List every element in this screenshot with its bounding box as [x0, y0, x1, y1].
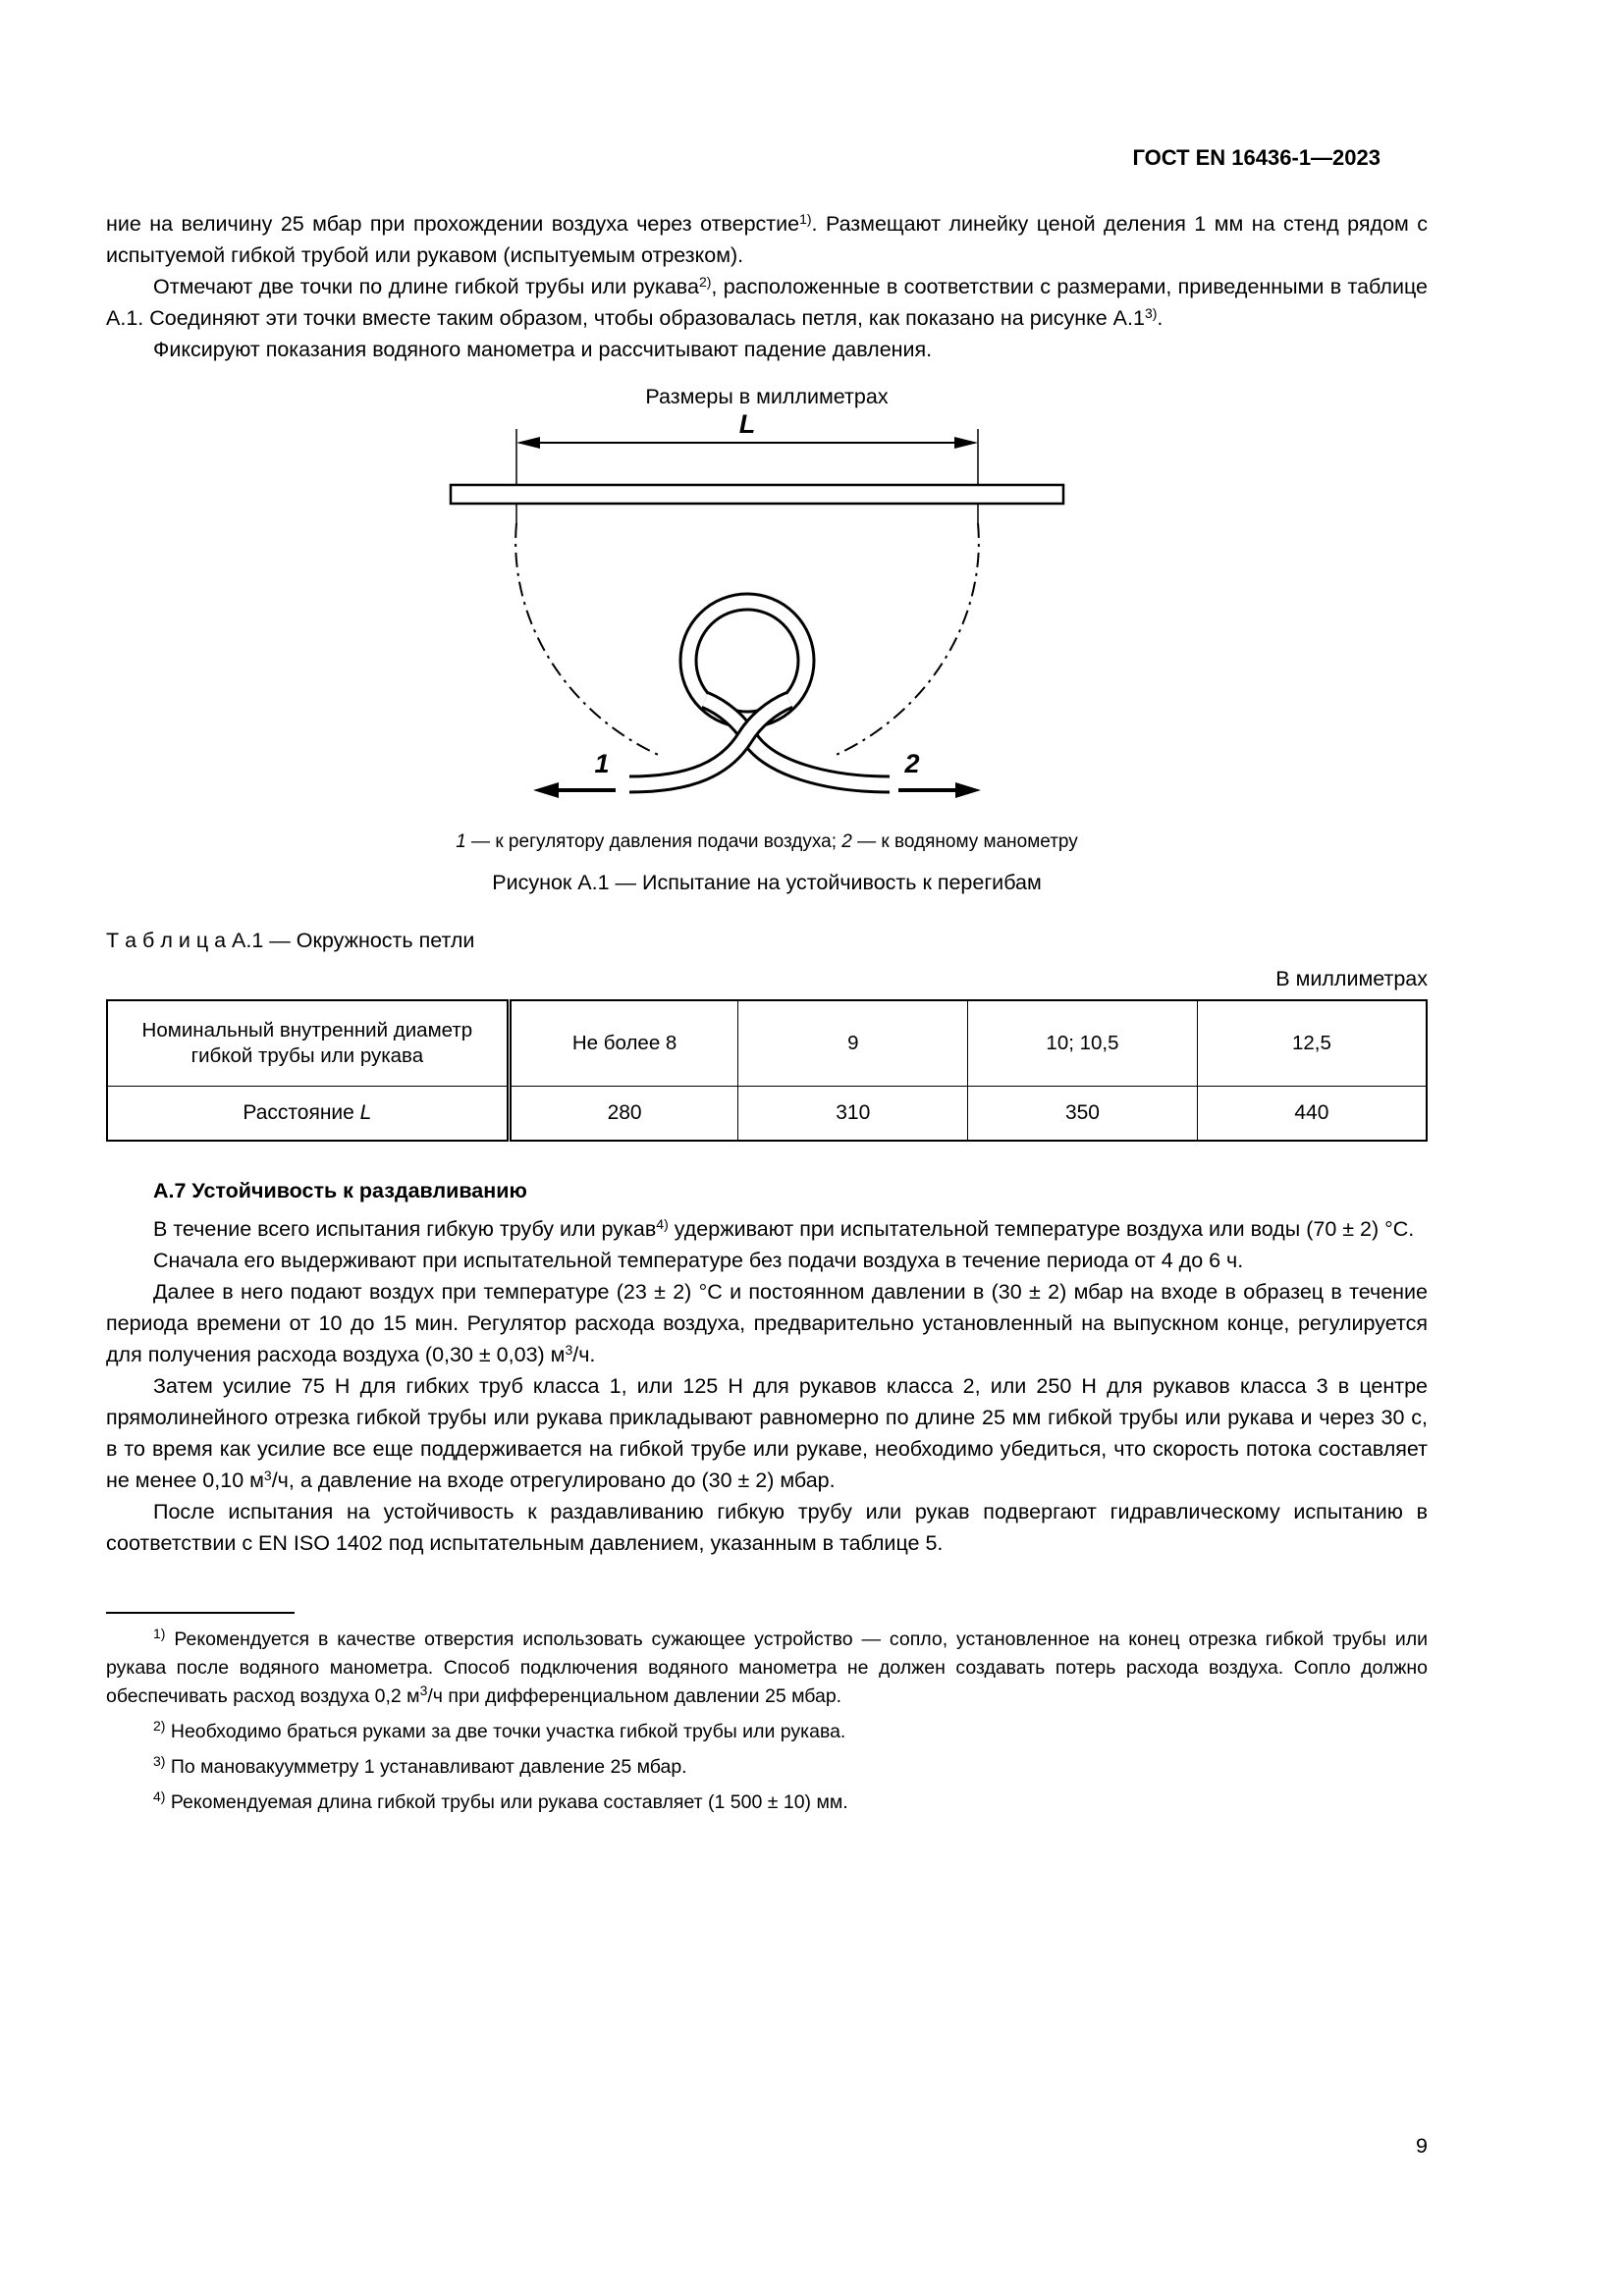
text-run: В течение всего испытания гибкую трубу или рукав	[153, 1217, 657, 1241]
table-header-cell: 12,5	[1197, 1000, 1427, 1087]
doc-code: ГОСТ EN 16436-1—2023	[1132, 145, 1380, 170]
table-cell: 350	[968, 1087, 1198, 1142]
footnote-marker: 4)	[153, 1789, 166, 1804]
figure-units-note: Размеры в миллиметрах	[645, 385, 889, 408]
paragraph	[106, 1276, 1428, 1370]
text-run: , расположенные в соответствии с размерами, приведенными в таблице А.1. Соединяют эти точки вместе таким образом, чтобы образовалась петля, как показано на рисунке А.1	[106, 275, 1428, 330]
table-row-label	[107, 1087, 509, 1142]
text-run: Рекомендуется в качестве отверстия использовать сужающее устройство — сопло, установленное на конец отрезка гибкой трубы или рукава после водяного манометра. Способ подключения водяного манометра не должен создавать потерь расхода воздуха. Сопло должно обеспечивать расход воздуха 0,2 м	[106, 1629, 1428, 1707]
paragraph: Сначала его выдерживают при испытательной температуре без подачи воздуха в течение периода от 4 до 6 ч.	[153, 1249, 1244, 1272]
arrow-1-head-icon	[533, 782, 559, 798]
table-cell: 310	[738, 1087, 968, 1142]
footnote-ref-3: 3)	[1144, 305, 1158, 321]
bend-arc-right	[832, 523, 979, 757]
text-run: По мановакуумметру 1 устанавливают давление 25 мбар.	[165, 1756, 687, 1778]
table-a1	[106, 999, 1428, 1142]
figure-a1-diagram	[443, 413, 1091, 826]
table-header-cell: 9	[738, 1000, 968, 1087]
section-heading-a7: А.7 Устойчивость к раздавливанию	[153, 1179, 527, 1202]
table-header-cell: Номинальный внутренний диаметр гибкой трубы или рукава	[107, 1000, 509, 1087]
text-run: /ч при дифференциальном давлении 25 мбар.	[427, 1685, 842, 1707]
legend-num-1: 1	[456, 831, 466, 852]
footnote-2	[106, 1718, 1428, 1746]
paragraph: Фиксируют показания водяного манометра и рассчитывают падение давления.	[153, 338, 933, 361]
paragraph	[106, 271, 1428, 334]
arrow-2-head-icon	[955, 782, 981, 798]
footnote-ref-1: 1)	[799, 211, 812, 227]
legend-num-2: 2	[841, 831, 852, 852]
page-number: 9	[1416, 2134, 1428, 2158]
text-run-italic: L	[359, 1101, 372, 1124]
text-run: Расстояние	[243, 1101, 360, 1124]
table-header-row	[107, 1000, 1427, 1087]
table-title: Т а б л и ц а А.1 — Окружность петли	[106, 929, 475, 952]
footnote-marker: 3)	[153, 1753, 166, 1769]
text-run: Необходимо браться руками за две точки участка гибкой трубы или рукава.	[165, 1721, 846, 1742]
table-cell: 440	[1197, 1087, 1427, 1142]
table-units-note: В миллиметрах	[1275, 967, 1428, 990]
text-run: Далее в него подают воздух при температуре (23 ± 2) °С и постоянном давлении в (30 ± 2) мбар на входе в образец в течение периода времени от 10 до 15 мин. Регулятор расхода воздуха, предварительно установленный на выпускном конце, регулируется для получения расхода воздуха (0,30 ± 0,03) м	[106, 1280, 1428, 1366]
superscript-3: 3	[263, 1468, 272, 1483]
figure-legend	[106, 831, 1428, 853]
bend-arc-left	[515, 523, 663, 757]
table-cell: 280	[509, 1087, 738, 1142]
footnote-marker: 1)	[153, 1626, 166, 1641]
text-run: Рекомендуемая длина гибкой трубы или рукава составляет (1 500 ± 10) мм.	[165, 1791, 848, 1813]
paragraph-continuation	[106, 208, 1428, 271]
footnote-marker: 2)	[153, 1718, 166, 1734]
doc-header	[106, 145, 1380, 171]
text-run: удерживают при испытательной температуре воздуха или воды (70 ± 2) °С.	[668, 1217, 1415, 1241]
text-run: . Размещают линейку ценой деления 1 мм на стенд рядом с испытуемой гибкой трубой или рукавом (испытуемым отрезком).	[106, 212, 1428, 267]
dim-arrowhead-left-icon	[516, 437, 540, 449]
superscript-3: 3	[419, 1682, 428, 1698]
footnote-separator	[106, 1612, 295, 1614]
footnote-ref-2: 2)	[698, 274, 712, 290]
text-run: Отмечают две точки по длине гибкой трубы или рукава	[153, 275, 699, 298]
table-row	[107, 1087, 1427, 1142]
table-header-cell: Не более 8	[509, 1000, 738, 1087]
table-header-cell: 10; 10,5	[968, 1000, 1198, 1087]
figure-caption: Рисунок А.1 — Испытание на устойчивость к перегибам	[492, 871, 1042, 894]
text-run: /ч, а давление на входе отрегулировано до (30 ± 2) мбар.	[271, 1468, 836, 1492]
text-run: .	[1157, 306, 1164, 330]
superscript-3: 3	[565, 1342, 573, 1358]
figure-block	[106, 385, 1428, 895]
footnotes-block	[106, 1612, 1428, 1817]
arrow-1-label: 1	[594, 749, 610, 778]
arrow-2-label: 2	[904, 749, 920, 778]
paragraph	[106, 1213, 1428, 1245]
text-run: ние на величину 25 мбар при прохождении воздуха через отверстие	[106, 212, 800, 236]
dimension-label: L	[738, 413, 756, 439]
footnote-4	[106, 1789, 1428, 1817]
legend-text: — к регулятору давления подачи воздуха;	[465, 831, 842, 852]
tube-bar	[451, 485, 1063, 504]
paragraph	[106, 1370, 1428, 1496]
text-run: /ч.	[572, 1343, 596, 1366]
text-run: Затем усилие 75 Н для гибких труб класса 1, или 125 Н для рукавов класса 2, или 250 Н для рукавов класса 3 в центре прямолинейного отрезка гибкой трубы или рукава прикладывают равномерно по длине 25 мм гибкой трубы или рукава и через 30 с, в то время как усилие все еще поддерживается на гибкой трубе или рукаве, необходимо убедиться, что скорость потока составляет не менее 0,10 м	[106, 1374, 1428, 1492]
dim-arrowhead-right-icon	[954, 437, 978, 449]
paragraph: После испытания на устойчивость к раздавливанию гибкую трубу или рукав подвергают гидравлическому испытанию в соответствии с EN ISO 1402 под испытательным давлением, указанным в таблице 5.	[106, 1500, 1428, 1555]
footnote-3	[106, 1753, 1428, 1782]
footnote-ref-4: 4)	[656, 1216, 669, 1232]
legend-text: — к водяному манометру	[851, 831, 1078, 852]
footnote-1	[106, 1626, 1428, 1711]
